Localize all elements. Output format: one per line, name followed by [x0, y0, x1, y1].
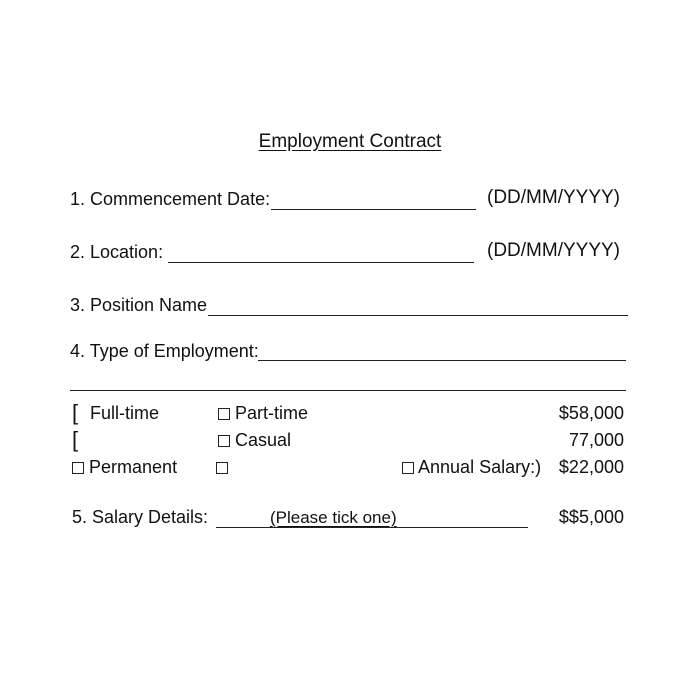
commencement-date-label: 1. Commencement Date:: [70, 189, 271, 209]
commencement-date-format: (DD/MM/YYYY): [487, 187, 620, 208]
casual-option[interactable]: [218, 430, 291, 451]
employment-type-line[interactable]: [258, 360, 626, 361]
salary-details-note: (Please tick one): [270, 508, 397, 527]
position-name-line[interactable]: [208, 315, 628, 316]
employment-type-label: 4. Type of Employment:: [70, 341, 259, 361]
location-line[interactable]: [168, 262, 474, 263]
amount-1: $58,000: [558, 403, 624, 423]
annual-salary-option[interactable]: [402, 457, 541, 478]
part-time-option[interactable]: [218, 403, 308, 424]
document-title: Employment Contract: [258, 131, 442, 152]
permanent-checkbox[interactable]: [72, 462, 84, 474]
blank-bracket: [: [72, 427, 79, 452]
full-time-label: Full-time: [90, 403, 160, 423]
location-format: (DD/MM/YYYY): [487, 240, 620, 261]
casual-label: Casual: [235, 430, 292, 450]
section-divider: [70, 390, 626, 391]
permanent-label: Permanent: [89, 457, 178, 477]
part-time-checkbox[interactable]: [218, 408, 230, 420]
salary-amount: $$5,000: [558, 507, 624, 527]
annual-salary-label: Annual Salary:): [418, 457, 542, 477]
amount-2: 77,000: [568, 430, 624, 450]
position-name-label: 3. Position Name: [70, 295, 208, 315]
unlabeled-option[interactable]: [216, 457, 228, 478]
permanent-option[interactable]: [72, 457, 177, 478]
casual-checkbox[interactable]: [218, 435, 230, 447]
location-label: 2. Location:: [70, 242, 164, 262]
salary-details-label: 5. Salary Details:: [72, 507, 209, 527]
part-time-label: Part-time: [235, 403, 309, 423]
full-time-bracket: [: [72, 400, 79, 425]
annual-salary-checkbox[interactable]: [402, 462, 414, 474]
unlabeled-checkbox[interactable]: [216, 462, 228, 474]
commencement-date-line[interactable]: [271, 209, 476, 210]
amount-3: $22,000: [558, 457, 624, 477]
